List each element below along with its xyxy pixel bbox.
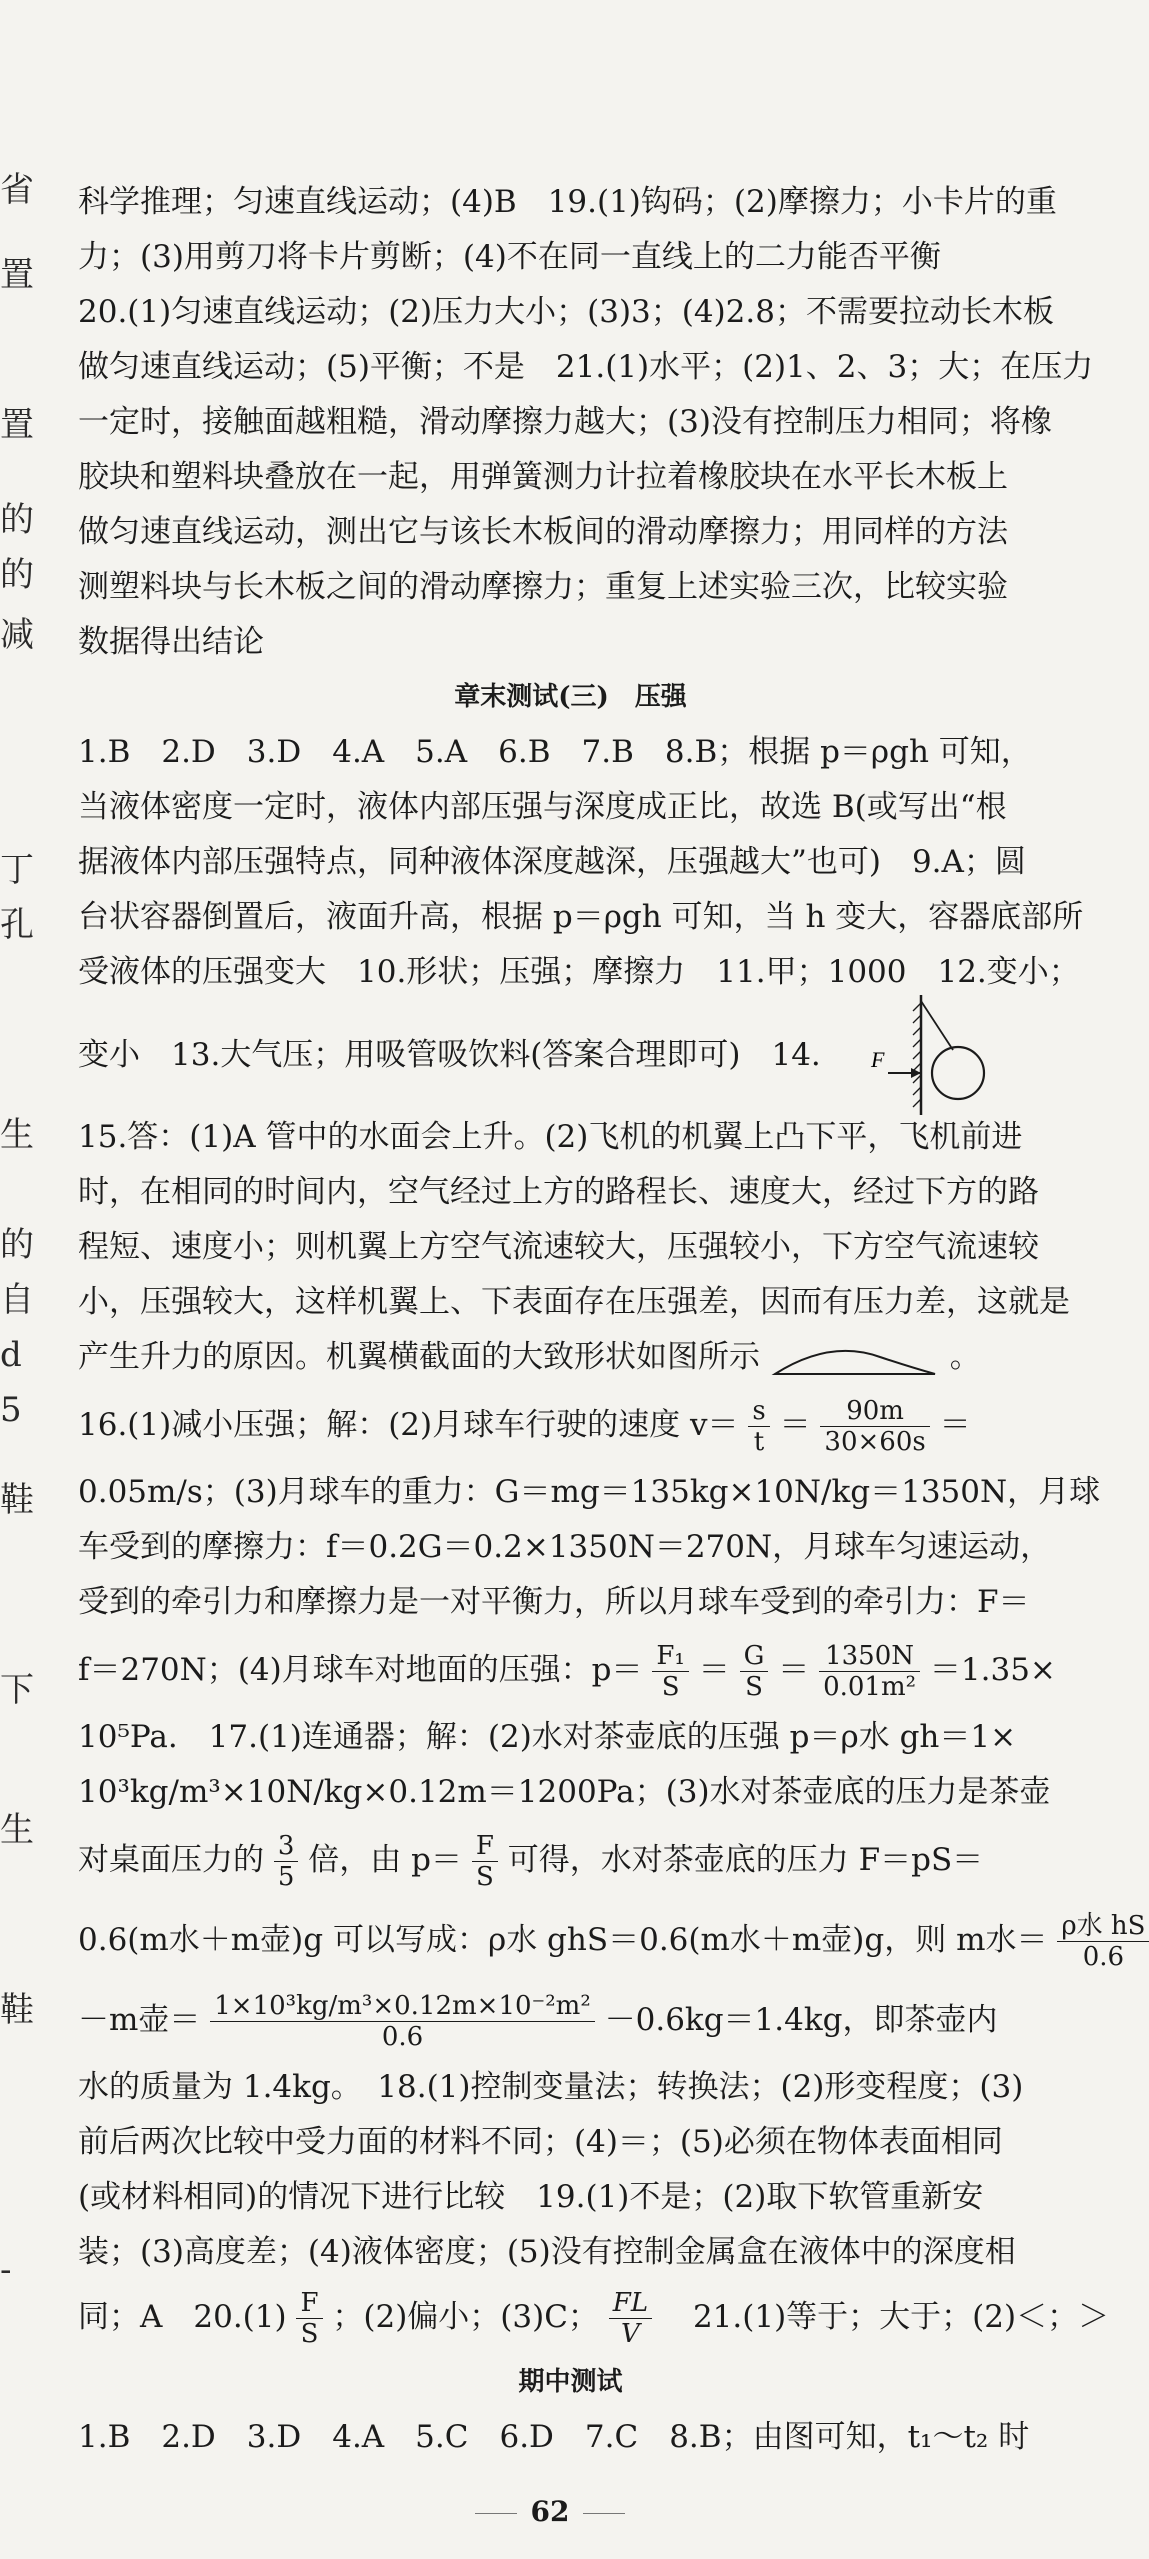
wing-cross-section-figure (770, 1339, 940, 1379)
margin-glyph: 丁 (0, 850, 34, 890)
text-segment: ；(2)偏小；(3)C； (332, 2299, 599, 2335)
left-margin-cut-text (0, 160, 34, 2290)
text-line (78, 1900, 1146, 1980)
text-segment: －m壶＝ (78, 2002, 201, 2038)
text-segment: 变小 13.大气压；用吸管吸饮料(答案合理即可) 14. (78, 1037, 821, 1073)
text-line: 1.B 2.D 3.D 4.A 5.A 6.B 7.B 8.B；根据 p＝ρgh 可知， (78, 734, 1032, 770)
margin-glyph: 的 (0, 555, 34, 595)
margin-glyph: d (0, 1335, 22, 1375)
denominator: 5 (277, 1862, 295, 1892)
text-segment: ＝ (939, 1407, 971, 1443)
text-line: 程短、速度小；则机翼上方空气流速较大，压强较小，下方空气流速较 (78, 1229, 1039, 1265)
section-title: 期中测试 (518, 2367, 623, 2397)
margin-glyph: 的 (0, 500, 34, 540)
text-segment: 。 (949, 1339, 981, 1375)
denominator: S (745, 1672, 763, 1702)
numerator: F (296, 2288, 322, 2319)
text-line: (或材料相同)的情况下进行比较 19.(1)不是；(2)取下软管重新安 (78, 2179, 984, 2215)
denominator: S (661, 1672, 680, 1702)
text-line: 小，压强较大，这样机翼上、下表面存在压强差，因而有压力差，这就是 (78, 1284, 1070, 1320)
text-line: 车受到的摩擦力：f＝0.2G＝0.2×1350N＝270N，月球车匀速运动， (78, 1529, 1052, 1565)
numerator: 1×10³kg/m³×0.12m×10⁻²m² (210, 1991, 595, 2022)
text-line: 一定时，接触面越粗糙，滑动摩擦力越大；(3)没有控制压力相同；将橡 (78, 404, 1052, 440)
denominator: t (753, 1427, 765, 1457)
text-segment: 产生升力的原因。机翼横截面的大致形状如图所示 (78, 1339, 760, 1375)
text-segment: ＝1.35× (929, 1652, 1056, 1688)
text-line: 受到的牵引力和摩擦力是一对平衡力，所以月球车受到的牵引力：F＝ (78, 1584, 1030, 1620)
fraction (210, 1991, 595, 2052)
page-number-dash (475, 2513, 517, 2515)
page-number-value: 62 (530, 2495, 570, 2528)
fraction (609, 2288, 652, 2349)
text-line: 装；(3)高度差；(4)液体密度；(5)没有控制金属盒在液体中的深度相 (78, 2234, 1016, 2270)
denominator: 0.6 (1082, 1942, 1125, 1972)
margin-glyph: 生 (0, 1810, 34, 1850)
text-segment: 同；A 20.(1) (78, 2299, 287, 2335)
margin-glyph: 鞋 (0, 1480, 34, 1520)
fraction (740, 1641, 769, 1702)
fraction (1057, 1911, 1149, 1972)
text-line: 力；(3)用剪刀将卡片剪断；(4)不在同一直线上的二力能否平衡 (78, 239, 941, 275)
margin-glyph: 生 (0, 1115, 34, 1155)
denominator: 0.6 (381, 2022, 424, 2052)
numerator: s (748, 1396, 769, 1427)
margin-glyph: - (0, 2250, 12, 2290)
text-line-with-figure (78, 1000, 1063, 1110)
text-line: 20.(1)匀速直线运动；(2)压力大小；(3)3；(4)2.8；不需要拉动长木板 (78, 294, 1054, 330)
answer-page (78, 175, 1146, 2465)
text-line: 10³kg/m³×10N/kg×0.12m＝1200Pa；(3)水对茶壶底的压力是茶壶 (78, 1774, 1051, 1810)
text-segment: 21.(1)等于；大于；(2)＜；＞ (661, 2299, 1110, 2335)
text-line: 水的质量为 1.4kg。 18.(1)控制变量法；转换法；(2)形变程度；(3) (78, 2069, 1024, 2105)
fraction (296, 2288, 322, 2349)
numerator: 1350N (819, 1641, 920, 1672)
fraction (274, 1831, 299, 1892)
text-line: 受液体的压强变大 10.形状；压强；摩擦力 11.甲；1000 12.变小； (78, 954, 1080, 990)
text-line: 台状容器倒置后，液面升高，根据 p＝ρgh 可知，当 h 变大，容器底部所 (78, 899, 1084, 935)
denominator: 0.01m² (823, 1672, 917, 1702)
text-segment: 倍，由 p＝ (308, 1842, 462, 1878)
numerator: F₁ (652, 1641, 688, 1672)
section-title: 章末测试(三) 压强 (454, 682, 687, 712)
text-line: 做匀速直线运动，测出它与该长木板间的滑动摩擦力；用同样的方法 (78, 514, 1008, 550)
margin-glyph: 置 (0, 255, 34, 295)
text-line: 前后两次比较中受力面的材料不同；(4)＝；(5)必须在物体表面相同 (78, 2124, 1003, 2160)
denominator: V (621, 2319, 640, 2349)
text-segment: f＝270N；(4)月球车对地面的压强：p＝ (78, 1652, 643, 1688)
fraction (819, 1641, 920, 1702)
numerator: F (472, 1831, 498, 1862)
text-line: 测塑料块与长木板之间的滑动摩擦力；重复上述实验三次，比较实验 (78, 569, 1008, 605)
text-segment: ＝ (779, 1407, 811, 1443)
margin-glyph: 置 (0, 405, 34, 445)
numerator: G (740, 1641, 769, 1672)
text-line: 当液体密度一定时，液体内部压强与深度成正比，故选 B(或写出“根 (78, 789, 1007, 825)
text-segment: －0.6kg＝1.4kg，即茶壶内 (604, 2002, 998, 2038)
force-diagram-figure (853, 995, 1003, 1115)
text-line: 0.05m/s；(3)月球车的重力：G＝mg＝135kg×10N/kg＝1350N，月球 (78, 1474, 1101, 1510)
text-segment: 0.6(m水＋m壶)g 可以写成：ρ水 ghS＝0.6(m水＋m壶)g，则 m水＝ (78, 1922, 1048, 1958)
numerator: FL (609, 2288, 652, 2319)
margin-glyph: 自 (0, 1280, 34, 1320)
text-line: 10⁵Pa. 17.(1)连通器；解：(2)水对茶壶底的压强 p＝ρ水 gh＝1× (78, 1719, 1017, 1755)
denominator: S (300, 2319, 319, 2349)
page-number-dash (583, 2513, 625, 2515)
text-line: 胶块和塑料块叠放在一起，用弹簧测力计拉着橡胶块在水平长木板上 (78, 459, 1008, 495)
margin-glyph: 省 (0, 170, 34, 210)
denominator: 30×60s (824, 1427, 926, 1457)
text-line: 据液体内部压强特点，同种液体深度越深，压强越大”也可) 9.A；圆 (78, 844, 1026, 880)
text-line: 科学推理；匀速直线运动；(4)B 19.(1)钩码；(2)摩擦力；小卡片的重 (78, 184, 1057, 220)
margin-glyph: 孔 (0, 905, 34, 945)
text-line (78, 1630, 1063, 1710)
page-number (0, 2495, 1100, 2528)
denominator: S (475, 1862, 494, 1892)
text-line: 时，在相同的时间内，空气经过上方的路程长、速度大，经过下方的路 (78, 1174, 1039, 1210)
text-line: 15.答：(1)A 管中的水面会上升。(2)飞机的机翼上凸下平，飞机前进 (78, 1119, 1023, 1155)
fraction (652, 1641, 688, 1702)
numerator: ρ水 hS (1057, 1911, 1149, 1942)
margin-glyph: 5 (0, 1390, 22, 1430)
margin-glyph: 下 (0, 1670, 34, 1710)
margin-glyph: 减 (0, 615, 34, 655)
text-segment: 可得，水对茶壶底的压力 F＝pS＝ (507, 1842, 984, 1878)
fraction (748, 1396, 769, 1457)
text-line (78, 2280, 1110, 2355)
numerator: 90m (820, 1396, 929, 1427)
fraction (820, 1396, 929, 1457)
text-segment: 对桌面压力的 (78, 1842, 264, 1878)
margin-glyph: 鞋 (0, 1990, 34, 2030)
text-line (78, 1820, 1063, 1900)
text-segment: 16.(1)减小压强；解：(2)月球车行驶的速度 v＝ (78, 1407, 739, 1443)
numerator: 3 (274, 1831, 299, 1862)
fraction (472, 1831, 498, 1892)
text-line: 做匀速直线运动；(5)平衡；不是 21.(1)水平；(2)1、2、3；大；在压力 (78, 349, 1094, 385)
margin-glyph: 的 (0, 1225, 34, 1265)
text-segment: ＝ (698, 1652, 730, 1688)
text-line (78, 1385, 1063, 1465)
force-label: F (871, 1047, 885, 1072)
text-line (78, 1980, 1063, 2060)
text-line (78, 1330, 1063, 1385)
text-line: 1.B 2.D 3.D 4.A 5.C 6.D 7.C 8.B；由图可知，t₁～t₂ 时 (78, 2419, 1030, 2455)
text-line: 数据得出结论 (78, 624, 264, 660)
text-segment: ＝ (778, 1652, 810, 1688)
